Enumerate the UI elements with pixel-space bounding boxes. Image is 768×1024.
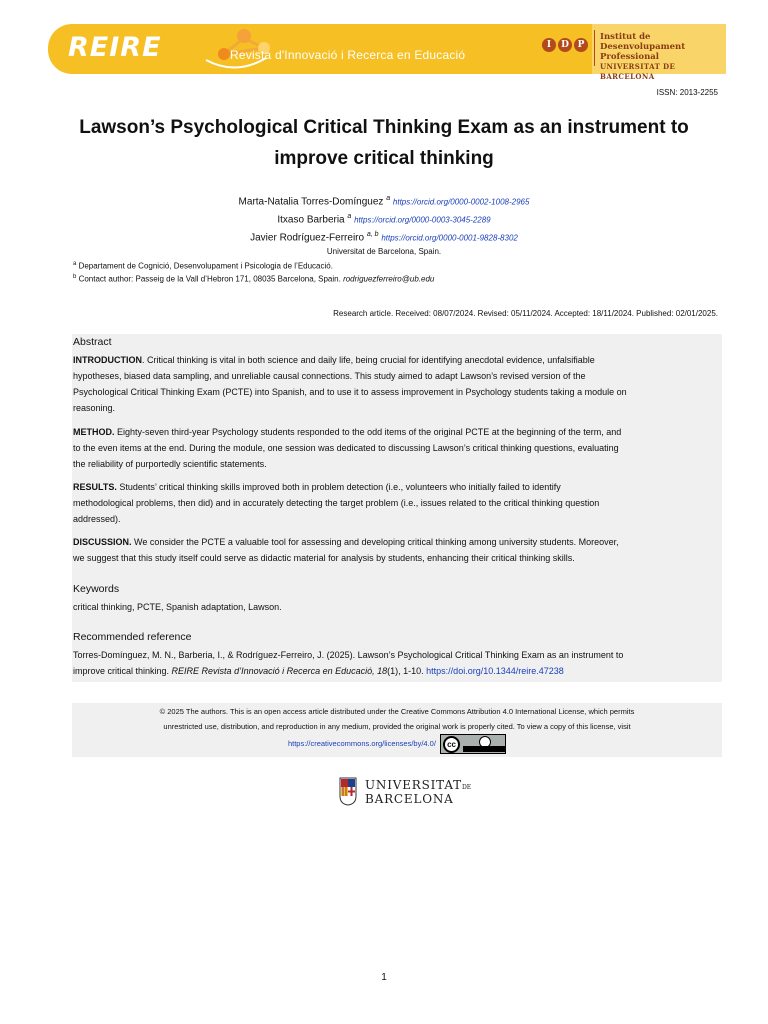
cc-by-badge[interactable] bbox=[440, 734, 506, 754]
keywords-text: critical thinking, PCTE, Spanish adaptation, Lawson. bbox=[73, 602, 282, 612]
author: Marta-Natalia Torres-Domínguez $^a$ https://orcid.org/0000-0002-1008-2965 bbox=[238, 195, 530, 208]
reire-logo: REIRE bbox=[68, 32, 162, 63]
author-list bbox=[0, 192, 768, 260]
author: Itxaso Barberia $^a$ https://orcid.org/0000-0003-3045-2289 bbox=[277, 212, 491, 226]
keywords-heading: Keywords bbox=[73, 583, 120, 595]
contact-email[interactable]: rodriguezferreiro@ub.edu bbox=[343, 274, 435, 284]
affiliation-b: Contact author: Passeig de la Vall d’Hebron 171, 08035 Barcelona, Spain. bbox=[78, 274, 341, 284]
abstract-section bbox=[72, 334, 722, 682]
page-number: 1 bbox=[381, 972, 387, 983]
idp-logo bbox=[542, 38, 588, 52]
idp-letter: P bbox=[574, 38, 588, 52]
doi-link[interactable]: https://doi.org/10.1344/reire.47238 bbox=[426, 666, 564, 676]
affiliation-a: Departament de Cognició, Desenvolupament i Psicologia de l’Educació. bbox=[78, 261, 333, 271]
journal-banner bbox=[48, 24, 726, 81]
orcid-link[interactable]: https://orcid.org/0000-0002-1008-2965 bbox=[392, 197, 530, 207]
article-title: Lawson’s Psychological Critical Thinking Exam as an instrument to improve critical thinking bbox=[79, 117, 689, 169]
article-dates: Research article. Received: 08/07/2024. Revised: 05/11/2024. Accepted: 18/11/2024. Published: 02/01/2025. bbox=[333, 309, 718, 318]
cc-icon: cc bbox=[443, 736, 460, 753]
issn: ISSN: 2013-2255 bbox=[656, 88, 718, 97]
abstract-heading: Abstract bbox=[73, 336, 112, 348]
affiliations: $^a$ Departament de Cognició, Desenvolupament i Psicologia de l’Educació. $^b$ Contact author: Passeig de la Vall d’Hebron 171, 08035 Barcelona, Spain. rodriguezferreiro@ub.edu bbox=[73, 261, 435, 284]
idp-letter: I bbox=[542, 38, 556, 52]
license-link[interactable]: https://creativecommons.org/licenses/by/4.0/ bbox=[287, 738, 436, 748]
institute-name: Institut de Desenvolupament Professional UNIVERSITAT DE BARCELONA bbox=[600, 32, 686, 81]
idp-letter: D bbox=[558, 38, 572, 52]
abstract-discussion: DISCUSSION. We consider the PCTE a valuable tool for assessing and developing critical thinking among university students. Moreover, we suggest that this study itself could serve as didactic material for analysis by students, enhancing their critical thinking skills. bbox=[73, 537, 619, 563]
recommended-reference: Torres-Domínguez, M. N., Barberia, I., & Rodríguez-Ferreiro, J. (2025). Lawson’s Psychological Critical Thinking Exam as an instrument to improve critical thinking. REIRE Revista d’Innovació i Recerca en Educació, 18(1), 1-10. https://doi.org/10.1344/reire.47238 bbox=[73, 650, 624, 676]
by-bar bbox=[463, 746, 505, 752]
author: Javier Rodríguez-Ferreiro $^{a, b}$ https://orcid.org/0000-0001-9828-8302 bbox=[250, 230, 518, 243]
shield-icon bbox=[339, 776, 357, 806]
university: Universitat de Barcelona, Spain. bbox=[326, 247, 442, 257]
university-logo: UNIVERSITATDE BARCELONA bbox=[339, 776, 459, 810]
journal-tagline: Revista d'Innovació i Recerca en Educació bbox=[230, 48, 466, 62]
orcid-link[interactable]: https://orcid.org/0000-0001-9828-8302 bbox=[381, 232, 518, 242]
abstract-method: METHOD. Eighty-seven third-year Psychology students responded to the odd items of the original PCTE at the beginning of the term, and to the even items at the end. During the module, one session was dedicated to discussing Lawson’s critical thinking questions, evaluating the reliability of purportedly scientific statements. bbox=[73, 427, 622, 469]
orcid-link[interactable]: https://orcid.org/0000-0003-3045-2289 bbox=[354, 215, 491, 225]
reference-heading: Recommended reference bbox=[73, 631, 192, 643]
abstract-introduction: INTRODUCTION. Critical thinking is vital in both science and daily life, being crucial for identifying anecdotal evidence, unfalsifiable hypotheses, biased data sampling, and unreliable causal connections. This study aimed to adapt Lawson’s revised version of the Psychological Critical Thinking Exam (PCTE) into Spanish, and to use it to assess improvement in Psychology students taking a module on reasoning. bbox=[73, 355, 627, 413]
banner-divider bbox=[594, 30, 595, 66]
abstract-results: RESULTS. Students’ critical thinking skills improved both in problem detection (i.e., volunteers who initially failed to identify methodological problems, then did) and in accurately detecting the target problem (i.e., issues related to the critical thinking question addressed). bbox=[73, 482, 600, 524]
license-notice: © 2025 The authors. This is an open access article distributed under the Creative Commons Attribution 4.0 International License, which permits unrestricted use, distribution, and reproduction in any medium, provided the original work is properly cited. To view a copy of this license, visit https://creativecommons.org/licenses/by/4.0/ cc bbox=[72, 703, 722, 757]
